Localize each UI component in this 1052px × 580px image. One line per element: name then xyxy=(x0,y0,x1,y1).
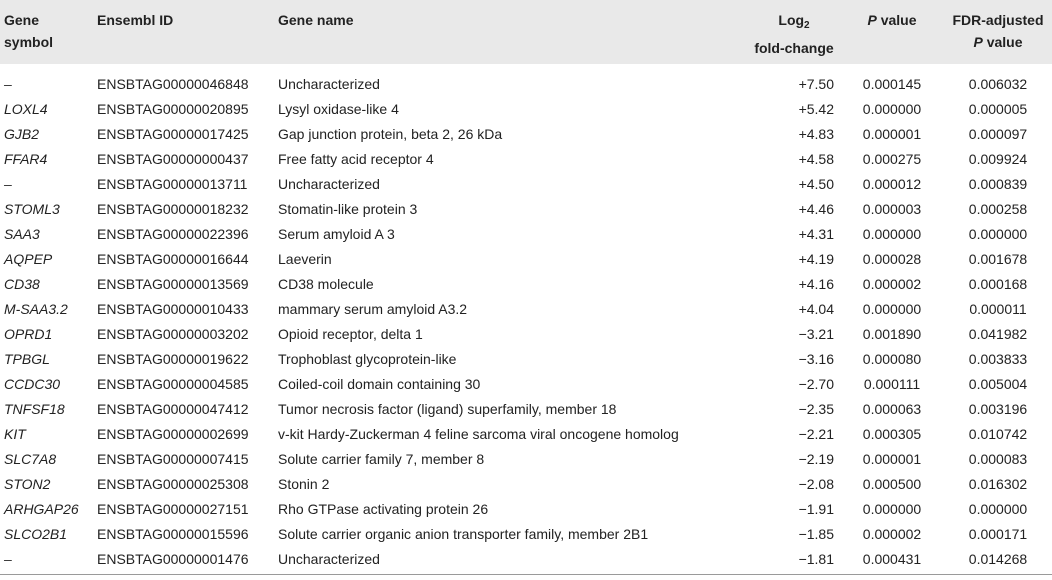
table-row xyxy=(0,422,1052,447)
gene-symbol-cell: KIT xyxy=(4,426,26,442)
p-value-cell: 0.000000 xyxy=(862,101,922,117)
ensembl-id-cell: ENSBTAG00000000437 xyxy=(97,151,249,167)
p-value-cell: 0.000001 xyxy=(862,451,922,467)
ensembl-id-cell: ENSBTAG00000017425 xyxy=(97,126,249,142)
gene-name-cell: Lysyl oxidase-like 4 xyxy=(278,101,399,117)
fdr-adjusted-p-value-cell: 0.006032 xyxy=(968,76,1028,92)
gene-symbol-cell: AQPEP xyxy=(4,251,53,267)
log2-fold-change-cell: −1.85 xyxy=(798,526,834,542)
ensembl-id-cell: ENSBTAG00000003202 xyxy=(97,326,249,342)
table-row xyxy=(0,72,1052,97)
log2-fold-change-cell: −3.21 xyxy=(798,326,834,342)
gene-symbol-cell: SLCO2B1 xyxy=(4,526,68,542)
gene-name-cell: Rho GTPase activating protein 26 xyxy=(278,501,489,517)
table-row xyxy=(0,197,1052,222)
gene-symbol-cell: TNFSF18 xyxy=(4,401,65,417)
fdr-adjusted-p-value-cell: 0.000000 xyxy=(968,501,1028,517)
table-row xyxy=(0,272,1052,297)
table-row xyxy=(0,222,1052,247)
p-value-cell: 0.000003 xyxy=(862,201,922,217)
gene-name-cell: Uncharacterized xyxy=(278,551,380,567)
header-p-value: P value xyxy=(867,12,917,28)
header-fdr-adjusted-p-value: FDR-adjusted P value xyxy=(952,12,1044,50)
ensembl-id-cell: ENSBTAG00000007415 xyxy=(97,451,249,467)
table-row xyxy=(0,372,1052,397)
ensembl-id-cell: ENSBTAG00000013569 xyxy=(97,276,249,292)
ensembl-id-cell: ENSBTAG00000019622 xyxy=(97,351,249,367)
fdr-adjusted-p-value-cell: 0.000083 xyxy=(968,451,1028,467)
p-value-cell: 0.000305 xyxy=(862,426,922,442)
header-gene-symbol: Gene symbol xyxy=(4,12,54,50)
ensembl-id-cell: ENSBTAG00000015596 xyxy=(97,526,249,542)
gene-name-cell: Gap junction protein, beta 2, 26 kDa xyxy=(278,126,503,142)
gene-name-cell: Opioid receptor, delta 1 xyxy=(278,326,423,342)
bottom-rule xyxy=(0,572,1052,575)
ensembl-id-cell: ENSBTAG00000002699 xyxy=(97,426,249,442)
p-value-cell: 0.001890 xyxy=(862,326,922,342)
p-value-cell: 0.000000 xyxy=(862,226,922,242)
fdr-adjusted-p-value-cell: 0.000000 xyxy=(968,226,1028,242)
gene-symbol-cell: CCDC30 xyxy=(4,376,61,392)
p-value-cell: 0.000000 xyxy=(862,501,922,517)
header-gene-name: Gene name xyxy=(278,12,354,28)
table-row xyxy=(0,397,1052,422)
fdr-adjusted-p-value-cell: 0.014268 xyxy=(968,551,1028,567)
gene-symbol-cell: M-SAA3.2 xyxy=(4,301,68,317)
table-row xyxy=(0,547,1052,572)
fdr-adjusted-p-value-cell: 0.000171 xyxy=(968,526,1028,542)
p-value-cell: 0.000063 xyxy=(862,401,922,417)
table-row xyxy=(0,147,1052,172)
ensembl-id-cell: ENSBTAG00000016644 xyxy=(97,251,249,267)
gene-symbol-cell: STOML3 xyxy=(4,201,60,217)
p-value-cell: 0.000080 xyxy=(862,351,922,367)
ensembl-id-cell: ENSBTAG00000004585 xyxy=(97,376,249,392)
p-value-cell: 0.000002 xyxy=(862,526,922,542)
log2-fold-change-cell: +7.50 xyxy=(798,76,834,92)
table-row xyxy=(0,347,1052,372)
table-row xyxy=(0,297,1052,322)
gene-symbol-cell: SLC7A8 xyxy=(4,451,57,467)
ensembl-id-cell: ENSBTAG00000022396 xyxy=(97,226,249,242)
p-value-cell: 0.000431 xyxy=(862,551,922,567)
ensembl-id-cell: ENSBTAG00000001476 xyxy=(97,551,249,567)
ensembl-id-cell: ENSBTAG00000027151 xyxy=(97,501,249,517)
gene-name-cell: Free fatty acid receptor 4 xyxy=(278,151,434,167)
gene-symbol-cell: – xyxy=(4,176,12,192)
log2-fold-change-cell: +4.50 xyxy=(798,176,834,192)
log2-fold-change-cell: +4.16 xyxy=(798,276,834,292)
gene-symbol-cell: CD38 xyxy=(4,276,40,292)
gene-name-cell: v-kit Hardy-Zuckerman 4 feline sarcoma viral oncogene homolog xyxy=(278,426,679,442)
gene-symbol-cell: – xyxy=(4,76,12,92)
log2-fold-change-cell: +4.04 xyxy=(798,301,834,317)
fdr-adjusted-p-value-cell: 0.005004 xyxy=(968,376,1028,392)
gene-name-cell: Solute carrier organic anion transporter family, member 2B1 xyxy=(278,526,649,542)
header-ensembl-id: Ensembl ID xyxy=(97,12,174,28)
log2-fold-change-cell: −1.91 xyxy=(798,501,834,517)
gene-symbol-cell: GJB2 xyxy=(4,126,40,142)
table-row xyxy=(0,447,1052,472)
table-row xyxy=(0,122,1052,147)
ensembl-id-cell: ENSBTAG00000010433 xyxy=(97,301,249,317)
table-header xyxy=(0,0,1052,72)
gene-symbol-cell: SAA3 xyxy=(4,226,40,242)
gene-name-cell: CD38 molecule xyxy=(278,276,374,292)
log2-fold-change-cell: −2.70 xyxy=(798,376,834,392)
log2-fold-change-cell: +4.46 xyxy=(798,201,834,217)
log2-fold-change-cell: −2.19 xyxy=(798,451,834,467)
table-row xyxy=(0,472,1052,497)
gene-name-cell: Stomatin-like protein 3 xyxy=(278,201,418,217)
log2-fold-change-cell: +4.19 xyxy=(798,251,834,267)
table-row xyxy=(0,522,1052,547)
table-row xyxy=(0,97,1052,122)
gene-symbol-cell: LOXL4 xyxy=(4,101,48,117)
gene-name-cell: Tumor necrosis factor (ligand) superfamily, member 18 xyxy=(278,401,617,417)
fdr-adjusted-p-value-cell: 0.010742 xyxy=(968,426,1028,442)
log2-fold-change-cell: +4.58 xyxy=(798,151,834,167)
ensembl-id-cell: ENSBTAG00000047412 xyxy=(97,401,249,417)
gene-name-cell: mammary serum amyloid A3.2 xyxy=(278,301,468,317)
p-value-cell: 0.000028 xyxy=(862,251,922,267)
p-value-cell: 0.000111 xyxy=(863,376,921,392)
p-value-cell: 0.000002 xyxy=(862,276,922,292)
table-row xyxy=(0,172,1052,197)
log2-fold-change-cell: −2.21 xyxy=(798,426,834,442)
gene-name-cell: Stonin 2 xyxy=(278,476,330,492)
table-row xyxy=(0,247,1052,272)
gene-symbol-cell: TPBGL xyxy=(4,351,50,367)
p-value-cell: 0.000500 xyxy=(862,476,922,492)
p-value-cell: 0.000275 xyxy=(862,151,922,167)
table-body xyxy=(0,72,1052,572)
gene-name-cell: Trophoblast glycoprotein-like xyxy=(278,351,457,367)
log2-fold-change-cell: −3.16 xyxy=(798,351,834,367)
fdr-adjusted-p-value-cell: 0.000005 xyxy=(968,101,1028,117)
gene-symbol-cell: – xyxy=(4,551,12,567)
gene-name-cell: Laeverin xyxy=(278,251,332,267)
gene-symbol-cell: OPRD1 xyxy=(4,326,53,342)
gene-symbol-cell: ARHGAP26 xyxy=(4,501,79,517)
ensembl-id-cell: ENSBTAG00000020895 xyxy=(97,101,249,117)
fdr-adjusted-p-value-cell: 0.000168 xyxy=(968,276,1028,292)
table-row xyxy=(0,497,1052,522)
table-row xyxy=(0,322,1052,347)
fdr-adjusted-p-value-cell: 0.000097 xyxy=(968,126,1028,142)
header-log2-fold-change: Log$_2$ fold-change xyxy=(754,12,834,56)
log2-fold-change-cell: −1.81 xyxy=(798,551,834,567)
fdr-adjusted-p-value-cell: 0.016302 xyxy=(968,476,1028,492)
p-value-cell: 0.000012 xyxy=(862,176,922,192)
gene-symbol-cell: STON2 xyxy=(4,476,51,492)
p-value-cell: 0.000145 xyxy=(862,76,922,92)
log2-fold-change-cell: −2.35 xyxy=(798,401,834,417)
gene-name-cell: Uncharacterized xyxy=(278,76,380,92)
gene-name-cell: Serum amyloid A 3 xyxy=(278,226,395,242)
gene-symbol-cell: FFAR4 xyxy=(4,151,48,167)
log2-fold-change-cell: +5.42 xyxy=(798,101,834,117)
fdr-adjusted-p-value-cell: 0.000839 xyxy=(968,176,1028,192)
ensembl-id-cell: ENSBTAG00000013711 xyxy=(97,176,248,192)
fdr-adjusted-p-value-cell: 0.000258 xyxy=(968,201,1028,217)
gene-name-cell: Coiled-coil domain containing 30 xyxy=(278,376,481,392)
ensembl-id-cell: ENSBTAG00000025308 xyxy=(97,476,249,492)
ensembl-id-cell: ENSBTAG00000018232 xyxy=(97,201,249,217)
fdr-adjusted-p-value-cell: 0.000011 xyxy=(969,301,1027,317)
fdr-adjusted-p-value-cell: 0.003833 xyxy=(968,351,1028,367)
gene-name-cell: Solute carrier family 7, member 8 xyxy=(278,451,485,467)
log2-fold-change-cell: +4.31 xyxy=(798,226,834,242)
log2-fold-change-cell: +4.83 xyxy=(798,126,834,142)
p-value-cell: 0.000000 xyxy=(862,301,922,317)
fdr-adjusted-p-value-cell: 0.009924 xyxy=(968,151,1028,167)
fdr-adjusted-p-value-cell: 0.041982 xyxy=(968,326,1028,342)
fdr-adjusted-p-value-cell: 0.001678 xyxy=(968,251,1028,267)
gene-name-cell: Uncharacterized xyxy=(278,176,380,192)
ensembl-id-cell: ENSBTAG00000046848 xyxy=(97,76,249,92)
p-value-cell: 0.000001 xyxy=(862,126,922,142)
fdr-adjusted-p-value-cell: 0.003196 xyxy=(968,401,1028,417)
log2-fold-change-cell: −2.08 xyxy=(798,476,834,492)
